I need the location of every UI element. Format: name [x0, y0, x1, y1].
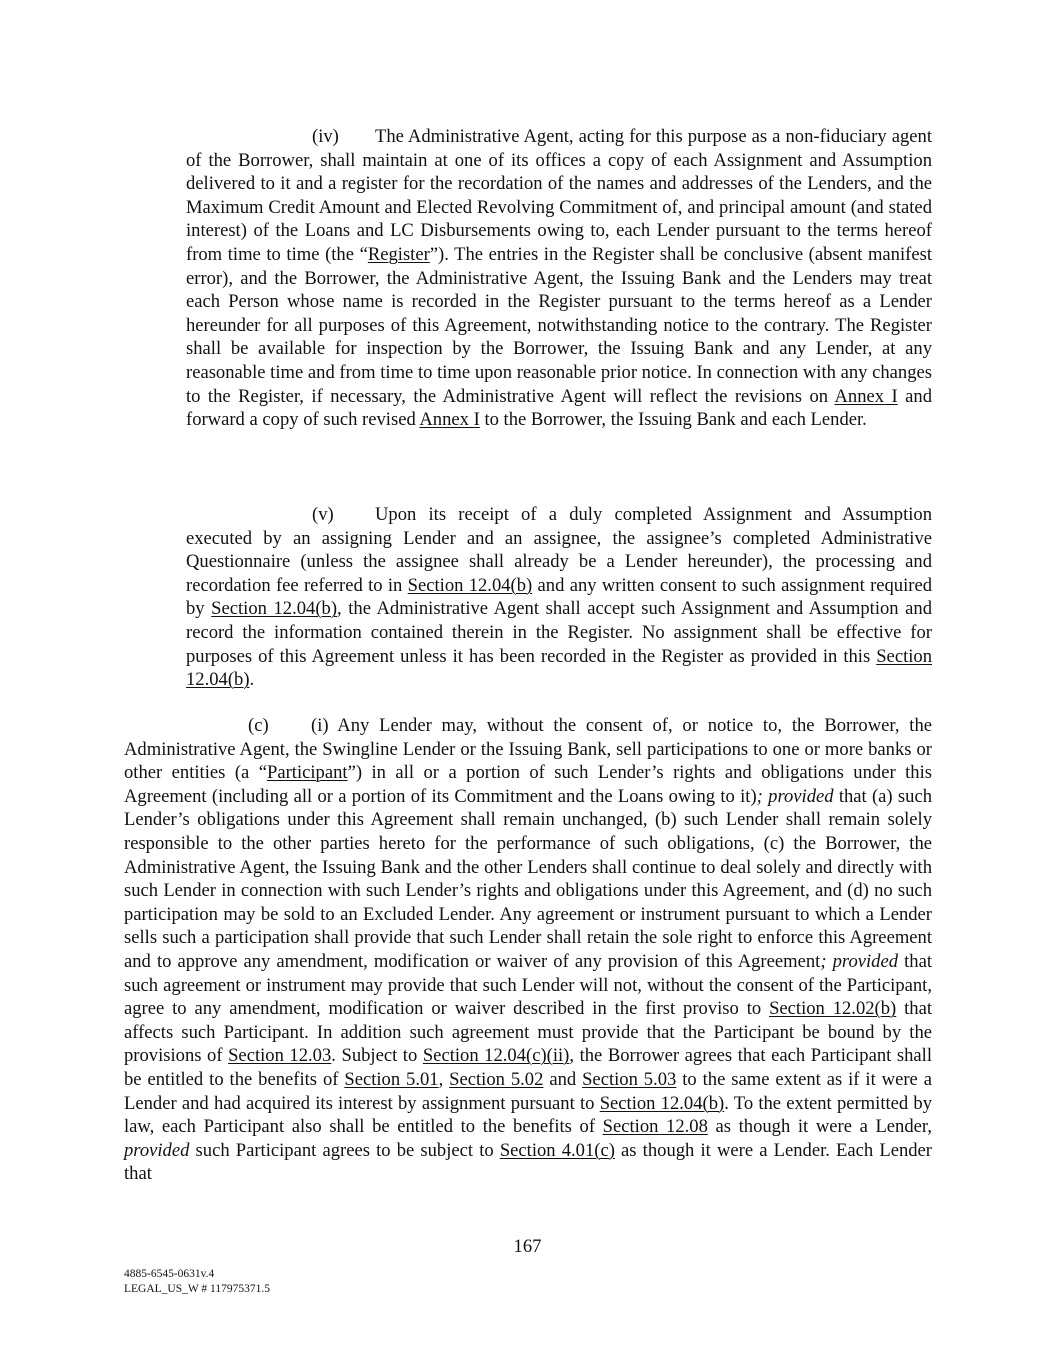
footer — [124, 1267, 270, 1297]
section-reference: Section 5.01 — [344, 1068, 439, 1090]
section-reference: Section 4.01(c) — [499, 1139, 615, 1161]
emphasis-text: ; provided — [820, 950, 899, 972]
emphasis-text: ; — [756, 785, 763, 807]
paragraph-iv: (iv) The Administrative Agent, acting for this purpose as a non-fiduciary agent of the Borrower, shall maintain at one of its offices a copy of each Assignment and Assumption delivered to it and a register for the recordation of the names and addresses of the Lenders, and the Maximum Credit Amount and Elected Revolving Commitment of, and principal amount (and stated interest) of the Loans and LC Disbursements owing to, each Lender pursuant to the terms hereof from time to time (the “Register”). The entries in the Register shall be conclusive (absent manifest error), and the Borrower, the Administrative Agent, the Issuing Bank and the Lenders may treat each Person whose name is recorded in the Register pursuant to the terms hereof as a Lender hereunder for all purposes of this Agreement, notwithstanding notice to the contrary. The Register shall be available for inspection by the Borrower, the Issuing Bank and any Lender, at any reasonable time and from time to time upon reasonable prior notice. In connection with any changes to the Register, if necessary, the Administrative Agent will reflect the revisions on Annex I and forward a copy of such revised Annex I to the Borrower, the Issuing Bank and each Lender. — [186, 126, 932, 431]
section-reference: Section 12.04(b) — [211, 598, 338, 620]
paragraph-c: (c) (i) Any Lender may, without the consent of, or notice to, the Borrower, the Administrative Agent, the Swingline Lender or the Issuing Bank, sell participations to one or more banks or other entities (a “Participant”) in all or a portion of such Lender’s rights and obligations under this Agreement (including all or a portion of its Commitment and the Loans owing to it); provided that (a) such Lender’s obligations under this Agreement shall remain unchanged, (b) such Lender shall remain solely responsible to the other parties hereto for the performance of such obligations, (c) the Borrower, the Administrative Agent, the Issuing Bank and the other Lenders shall continue to deal solely and directly with such Lender in connection with such Lender’s rights and obligations under this Agreement, and (d) no such participation may be sold to an Excluded Lender. Any agreement or instrument pursuant to which a Lender sells such a participation shall provide that such Lender shall retain the sole right to enforce this Agreement and to approve any amendment, modification or waiver of any provision of this Agreement; provided that such agreement or instrument may provide that such Lender will not, without the consent of the Participant, agree to any amendment, modification or waiver described in the first proviso to Section 12.02(b) that affects such Participant. In addition such agreement must provide that the Participant be bound by the provisions of Section 12.03. Subject to Section 12.04(c)(ii), the Borrower agrees that each Participant shall be entitled to the benefits of Section 5.01, Section 5.02 and Section 5.03 to the same extent as if it were a Lender and had acquired its interest by assignment pursuant to Section 12.04(b). To the extent permitted by law, each Participant also shall be entitled to the benefits of Section 12.08 as though it were a Lender, provided such Participant agrees to be subject to Section 4.01(c) as though it were a Lender. Each Lender that — [124, 715, 933, 1185]
paragraph-label: (v) — [312, 504, 334, 525]
footer-legal-id: LEGAL_US_W # 117975371.5 — [124, 1283, 270, 1295]
section-reference: Section 12.08 — [602, 1116, 708, 1138]
footer-doc-id: 4885-6545-0631v.4 — [124, 1268, 215, 1280]
emphasis-text: provided — [768, 785, 834, 807]
section-reference: Section 12.04(b) — [599, 1092, 725, 1114]
section-reference: Section 12.04(b) — [407, 574, 533, 596]
paragraph-v: (v) Upon its receipt of a duly completed Assignment and Assumption executed by an assigning Lender and an assignee, the assignee’s completed Administrative Questionnaire (unless the assignee shall already be a Lender hereunder), the processing and recordation fee referred to in Section 12.04(b) and any written consent to such assignment required by Section 12.04(b), the Administrative Agent shall accept such Assignment and Assumption and record the information contained therein in the Register. No assignment shall be effective for purposes of this Agreement unless it has been recorded in the Register as provided in this Section 12.04(b). — [186, 504, 933, 691]
section-reference: Section 5.03 — [582, 1068, 677, 1090]
section-reference: Section 12.04(b) — [186, 645, 932, 691]
section-reference: Section 5.02 — [449, 1068, 544, 1090]
section-reference: Register — [367, 243, 430, 265]
section-reference: Annex I — [419, 409, 480, 431]
paragraph-label: (c) — [248, 715, 269, 736]
section-reference: Annex I — [834, 385, 898, 407]
page-number: 167 — [513, 1236, 542, 1257]
emphasis-text: provided — [124, 1139, 190, 1161]
section-reference: Section 12.02(b) — [769, 998, 897, 1020]
section-reference: Section 12.03 — [228, 1045, 332, 1067]
paragraph-label: (iv) — [312, 126, 339, 147]
section-reference: Section 12.04(c)(ii) — [422, 1045, 570, 1067]
section-reference: Participant — [267, 762, 348, 784]
